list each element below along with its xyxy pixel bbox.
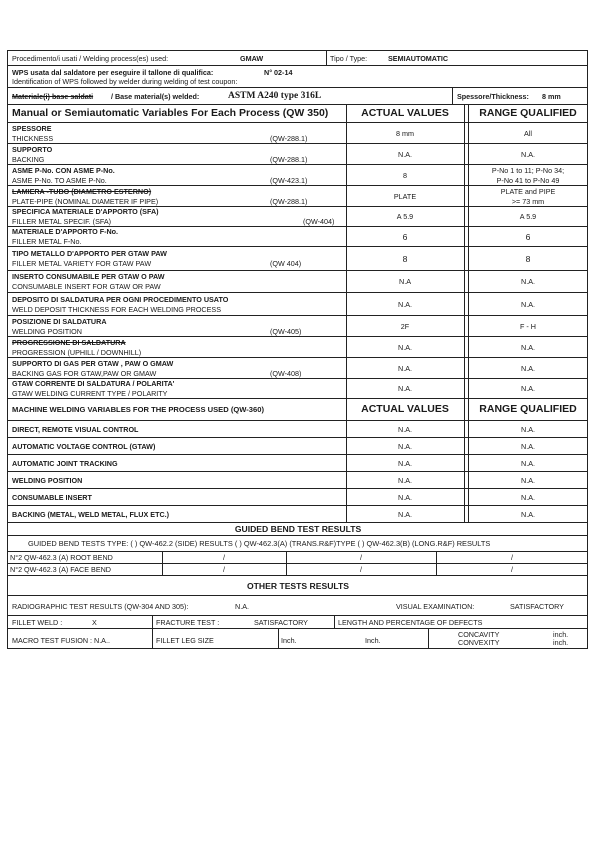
radiographic-label: RADIOGRAPHIC TEST RESULTS (QW-304 AND 305): <box>12 602 189 611</box>
range-value: N.A. <box>521 384 535 393</box>
machine-variable-label: WELDING POSITION <box>12 475 83 485</box>
machine-variables-rows <box>7 421 588 523</box>
column-divider <box>464 227 465 246</box>
other-tests-header <box>7 576 588 596</box>
actual-value: N.A. <box>398 342 412 352</box>
machine-variable-row <box>7 438 588 455</box>
variable-reference: (QW-404) <box>303 217 335 226</box>
range-value-line2: P-No 41 to P-No 49 <box>496 175 560 185</box>
machine-actual-heading: ACTUAL VALUES <box>361 403 449 415</box>
variable-label-en: ASME P-No. TO ASME P-No. <box>12 175 107 185</box>
variable-row <box>7 379 588 399</box>
range-value: A 5.9 <box>519 212 537 221</box>
bend-test-label: N°2 QW-462.3 (A) FACE BEND <box>10 565 111 574</box>
wps-number: N° 02-14 <box>264 68 293 77</box>
column-divider <box>464 123 465 143</box>
variable-label-it: SPECIFICA MATERIALE D'APPORTO (SFA) <box>12 207 159 216</box>
column-divider <box>464 247 465 270</box>
manual-variables-rows <box>7 123 588 399</box>
variable-label-en: PLATE-PIPE (NOMINAL DIAMETER IF PIPE) <box>12 196 159 206</box>
bend-test-row <box>7 564 588 576</box>
other-tests-title: OTHER TESTS RESULTS <box>246 581 350 591</box>
range-value: 6 <box>525 232 531 242</box>
range-qualified-heading: RANGE QUALIFIED <box>479 107 577 119</box>
range-value: All <box>524 128 532 138</box>
range-value: N.A. <box>521 363 535 373</box>
fillet-row <box>7 616 588 629</box>
variable-reference: (QW-408) <box>270 368 302 378</box>
guided-bend-types: GUIDED BEND TESTS TYPE: ( ) QW-462.2 (SIDE) RESULTS ( ) QW-462.3(A) (TRANS.R&F)TYPE ( ) QW-462.3(B) (LONG.R&F) RESULTS <box>28 539 491 548</box>
machine-variable-row <box>7 472 588 489</box>
variable-label-en: CONSUMABLE INSERT FOR GTAW OR PAW <box>12 282 161 291</box>
process-row <box>7 50 588 66</box>
column-divider <box>464 293 465 315</box>
machine-variable-label: CONSUMABLE INSERT <box>12 492 92 502</box>
guided-bend-title: GUIDED BEND TEST RESULTS <box>234 524 362 534</box>
range-value: N.A. <box>521 342 535 352</box>
machine-range-value: N.A. <box>521 492 535 502</box>
column-divider <box>464 472 465 488</box>
variable-label-it: DEPOSITO DI SALDATURA PER OGNI PROCEDIMENTO USATO <box>12 294 229 304</box>
wps-label-it: WPS usata dal saldatore per eseguire il tallone di qualifica: <box>12 68 214 77</box>
actual-value: 8 <box>403 170 407 180</box>
variable-row <box>7 227 588 247</box>
actual-value: 6 <box>402 232 408 242</box>
variable-reference: (QW-405) <box>270 326 302 336</box>
range-value: PLATE and PIPE <box>500 186 556 196</box>
column-divider <box>464 506 465 522</box>
machine-range-value: N.A. <box>521 424 535 434</box>
column-divider <box>464 421 465 437</box>
variable-label-it: PROGRESSIONE DI SALDATURA <box>12 337 126 347</box>
range-value: N.A. <box>521 277 535 286</box>
bend-result-2: / <box>360 565 362 574</box>
machine-actual-value: N.A. <box>398 424 412 434</box>
thickness-value: 8 mm <box>542 92 561 101</box>
variable-reference: (QW-288.1) <box>270 133 308 143</box>
actual-value: N.A <box>399 277 411 286</box>
variable-label-en: PROGRESSION (UPHILL / DOWNHILL) <box>12 347 142 357</box>
actual-value: N.A. <box>398 363 412 373</box>
guided-bend-types-row <box>7 536 588 552</box>
guided-bend-rows <box>7 552 588 576</box>
qualification-form <box>7 50 588 649</box>
actual-value: N.A. <box>398 384 412 393</box>
radiographic-value: N.A. <box>235 602 249 611</box>
variable-label-en: THICKNESS <box>12 133 54 143</box>
column-divider <box>464 207 465 226</box>
machine-range-value: N.A. <box>521 475 535 485</box>
column-divider <box>464 316 465 336</box>
variable-label-it: GTAW CORRENTE DI SALDATURA / POLARITA' <box>12 379 175 388</box>
column-divider <box>464 455 465 471</box>
variable-label-it: INSERTO CONSUMABILE PER GTAW O PAW <box>12 272 165 281</box>
variable-row <box>7 144 588 165</box>
fillet-label: FILLET WELD : <box>12 618 63 627</box>
variable-row <box>7 358 588 379</box>
variable-label-it: LAMIERA -TUBO (DIAMETRO ESTERNO) <box>12 186 152 196</box>
variable-row <box>7 293 588 316</box>
range-value: P-No 1 to 11; P-No 34; <box>491 165 565 175</box>
variable-label-en: FILLER METAL SPECIF. (SFA) <box>12 217 112 226</box>
variable-label-it: MATERIALE D'APPORTO F-No. <box>12 227 119 236</box>
variable-reference: (QW 404) <box>270 259 302 268</box>
column-divider <box>464 165 465 185</box>
machine-variable-row <box>7 421 588 438</box>
base-material-value: ASTM A240 type 316L <box>228 91 322 101</box>
machine-actual-value: N.A. <box>398 492 412 502</box>
wps-label-en: Identification of WPS followed by welder during welding of test coupon: <box>12 77 238 86</box>
machine-variable-label: AUTOMATIC VOLTAGE CONTROL (GTAW) <box>12 441 156 451</box>
variable-label-it: SPESSORE <box>12 123 52 133</box>
machine-variables-title: MACHINE WELDING VARIABLES FOR THE PROCESS USED (QW-360) <box>12 405 265 414</box>
radiographic-row <box>7 596 588 616</box>
variable-label-en: FILLER METAL VARIETY FOR GTAW PAW <box>12 259 152 268</box>
variable-label-it: POSIZIONE DI SALDATURA <box>12 316 107 326</box>
variable-label-en: BACKING GAS FOR GTAW,PAW OR GMAW <box>12 368 157 378</box>
variable-row <box>7 207 588 227</box>
macro-label: MACRO TEST FUSION : N.A.. <box>12 636 110 645</box>
variable-row <box>7 337 588 358</box>
machine-actual-value: N.A. <box>398 458 412 468</box>
machine-variable-row <box>7 489 588 506</box>
concavity-label: CONCAVITY <box>458 630 500 639</box>
variable-row <box>7 247 588 271</box>
base-material-row <box>7 88 588 105</box>
actual-value: N.A. <box>398 149 412 159</box>
convexity-unit: inch. <box>553 638 569 647</box>
actual-values-heading: ACTUAL VALUES <box>361 107 449 119</box>
range-value: 8 <box>525 254 531 264</box>
machine-variable-row <box>7 506 588 523</box>
range-value: N.A. <box>521 299 535 309</box>
leg-unit-1: Inch. <box>281 636 297 645</box>
variable-reference: (QW-288.1) <box>270 154 308 164</box>
bend-test-label: N°2 QW-462.3 (A) ROOT BEND <box>10 553 113 562</box>
column-divider <box>464 186 465 206</box>
variable-label-en: WELDING POSITION <box>12 326 82 336</box>
variable-label-it: SUPPORTO DI GAS PER GTAW , PAW O GMAW <box>12 358 174 368</box>
machine-actual-value: N.A. <box>398 441 412 451</box>
range-value-line2: >= 73 mm <box>511 196 545 206</box>
bend-test-row <box>7 552 588 564</box>
variable-row <box>7 186 588 207</box>
bend-result-1: / <box>223 553 225 562</box>
column-divider <box>464 144 465 164</box>
defects-label: LENGTH AND PERCENTAGE OF DEFECTS <box>338 618 483 627</box>
variable-label-en: WELD DEPOSIT THICKNESS FOR EACH WELDING PROCESS <box>12 304 222 314</box>
range-value: N.A. <box>521 149 535 159</box>
range-value: F - H <box>520 321 536 331</box>
column-divider <box>464 379 465 398</box>
variable-label-en: GTAW WELDING CURRENT TYPE / POLARITY <box>12 389 168 398</box>
leg-size-label: FILLET LEG SIZE <box>156 636 214 645</box>
bend-result-3: / <box>511 565 513 574</box>
variable-row <box>7 271 588 293</box>
process-value: GMAW <box>240 54 264 63</box>
fillet-value: X <box>92 618 97 627</box>
thickness-label: Spessore/Thickness: <box>457 92 529 101</box>
column-divider <box>464 271 465 292</box>
leg-unit-2: Inch. <box>365 636 381 645</box>
variable-label-en: BACKING <box>12 154 45 164</box>
machine-variables-header <box>7 399 588 421</box>
macro-row <box>7 629 588 649</box>
actual-value: 8 mm <box>396 128 414 138</box>
fracture-label: FRACTURE TEST : <box>156 618 220 627</box>
actual-value: PLATE <box>393 191 417 201</box>
machine-range-value: N.A. <box>521 441 535 451</box>
machine-variable-label: AUTOMATIC JOINT TRACKING <box>12 458 118 468</box>
type-value: SEMIAUTOMATIC <box>388 54 449 63</box>
machine-range-value: N.A. <box>521 509 535 519</box>
variable-label-it: ASME P-No. CON ASME P-No. <box>12 165 115 175</box>
actual-value: A 5.9 <box>396 212 414 221</box>
machine-actual-value: N.A. <box>398 475 412 485</box>
variable-label-it: SUPPORTO <box>12 144 53 154</box>
process-label: Procedimento/i usati / Welding process(es) used: <box>12 54 169 63</box>
machine-variable-label: BACKING (METAL, WELD METAL, FLUX ETC.) <box>12 509 170 519</box>
wps-row <box>7 66 588 88</box>
column-divider <box>464 438 465 454</box>
variable-reference: (QW-423.1) <box>270 175 308 185</box>
machine-actual-value: N.A. <box>398 509 412 519</box>
column-divider <box>464 337 465 357</box>
convexity-label: CONVEXITY <box>458 638 500 647</box>
variable-label-it: TIPO METALLO D'APPORTO PER GTAW PAW <box>12 249 167 258</box>
variable-row <box>7 165 588 186</box>
actual-value: N.A. <box>398 299 412 309</box>
bend-result-3: / <box>511 553 513 562</box>
type-label: Tipo / Type: <box>330 54 368 63</box>
column-divider <box>464 489 465 505</box>
concavity-unit: inch. <box>553 630 569 639</box>
variable-label-en: FILLER METAL F-No. <box>12 237 82 246</box>
machine-range-heading: RANGE QUALIFIED <box>479 403 577 415</box>
actual-value: 8 <box>402 254 408 264</box>
machine-variable-row <box>7 455 588 472</box>
column-divider <box>464 358 465 378</box>
actual-value: 2F <box>400 321 410 331</box>
fracture-value: SATISFACTORY <box>254 618 308 627</box>
base-material-label-en: / Base material(s) welded: <box>111 92 200 101</box>
manual-variables-header <box>7 105 588 123</box>
guided-bend-header <box>7 523 588 536</box>
bend-result-2: / <box>360 553 362 562</box>
visual-value: SATISFACTORY <box>510 602 564 611</box>
manual-variables-title: Manual or Semiautomatic Variables For Each Process (QW 350) <box>12 107 329 119</box>
machine-range-value: N.A. <box>521 458 535 468</box>
machine-variable-label: DIRECT, REMOTE VISUAL CONTROL <box>12 424 139 434</box>
variable-reference: (QW-288.1) <box>270 196 308 206</box>
bend-result-1: / <box>223 565 225 574</box>
variable-row <box>7 316 588 337</box>
visual-label: VISUAL EXAMINATION: <box>396 602 475 611</box>
variable-row <box>7 123 588 144</box>
base-material-label-it: Materiale(i) base saldati <box>12 92 94 101</box>
